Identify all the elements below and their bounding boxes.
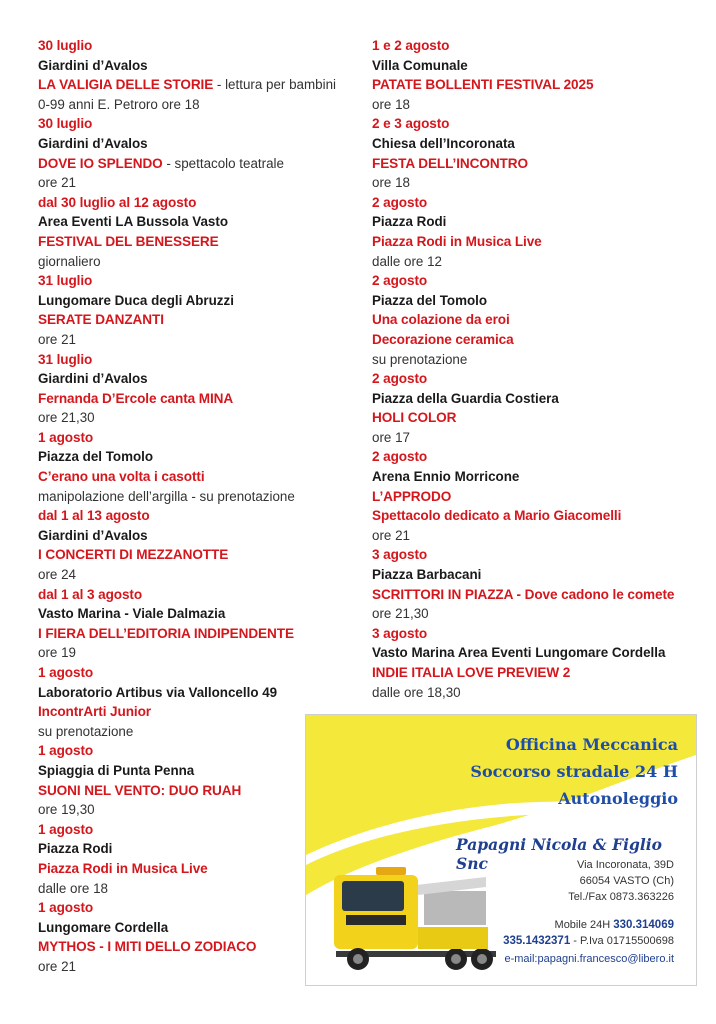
event-place: Piazza Rodi xyxy=(372,214,447,230)
ad-company-name: Papagni Nicola & Figlio Snc xyxy=(456,835,662,873)
ad-mobile-label: Mobile 24H xyxy=(554,919,611,931)
event-title: HOLI COLOR xyxy=(372,410,457,426)
event-description: - spettacolo teatrale xyxy=(162,155,284,171)
event-title-line xyxy=(38,389,358,409)
event-date: 2 e 3 agosto xyxy=(372,116,450,132)
event-title: IncontrArti Junior xyxy=(38,704,151,720)
event-entry xyxy=(372,447,702,545)
event-title: SCRITTORI IN PIAZZA - Dove cadono le comete xyxy=(372,586,675,602)
event-place: Giardini d’Avalos xyxy=(38,527,148,543)
event-title: FESTIVAL DEL BENESSERE xyxy=(38,233,219,249)
event-title: MYTHOS - I MITI DELLO ZODIACO xyxy=(38,939,257,955)
event-title: L’APPRODO xyxy=(372,488,452,504)
event-place: Giardini d’Avalos xyxy=(38,135,148,151)
event-place: Giardini d’Avalos xyxy=(38,57,148,73)
event-date: 1 agosto xyxy=(38,900,94,916)
event-place: Chiesa dell’Incoronata xyxy=(372,135,515,151)
event-date: dal 30 luglio al 12 agosto xyxy=(38,194,197,210)
event-entry xyxy=(372,114,702,192)
event-entry xyxy=(372,36,702,114)
event-place: Spiaggia di Punta Penna xyxy=(38,762,195,778)
event-place: Lungomare Cordella xyxy=(38,919,169,935)
event-place: Area Eventi LA Bussola Vasto xyxy=(38,214,229,230)
event-place: Vasto Marina Area Eventi Lungomare Cordella xyxy=(372,645,666,661)
event-entry xyxy=(38,193,358,271)
event-place: Laboratorio Artibus via Valloncello 49 xyxy=(38,684,278,700)
event-entry xyxy=(38,350,358,428)
event-title: I CONCERTI DI MEZZANOTTE xyxy=(38,547,229,563)
event-title-line xyxy=(38,154,358,174)
event-info: dalle ore 12 xyxy=(372,253,442,269)
advertisement xyxy=(305,714,697,986)
event-place: Piazza Barbacani xyxy=(372,567,482,583)
event-entry xyxy=(372,369,702,447)
event-info: ore 21 xyxy=(38,175,76,191)
event-date: 30 luglio xyxy=(38,116,93,132)
event-title: Spettacolo dedicato a Mario Giacomelli xyxy=(372,508,622,524)
event-date: 1 agosto xyxy=(38,665,94,680)
event-title-line xyxy=(38,467,358,487)
event-place: Lungomare Duca degli Abruzzi xyxy=(38,292,234,308)
event-title: INDIE ITALIA LOVE PREVIEW 2 xyxy=(372,665,571,680)
event-place: Giardini d’Avalos xyxy=(38,371,148,387)
event-title: SUONI NEL VENTO: DUO RUAH xyxy=(38,782,242,798)
event-description: - lettura per bambini xyxy=(213,77,336,93)
ad-headline-1: Officina Meccanica xyxy=(505,735,678,754)
event-title: FESTA DELL’INCONTRO xyxy=(372,155,528,171)
ad-piva: - P.Iva 01715500698 xyxy=(570,935,674,947)
event-date: 31 luglio xyxy=(38,273,93,289)
event-entry xyxy=(38,114,358,192)
event-date: 1 agosto xyxy=(38,429,94,445)
ad-mobile-line xyxy=(555,919,674,931)
event-title: Fernanda D’Ercole canta MINA xyxy=(38,390,234,406)
event-entry xyxy=(38,36,358,114)
event-info: ore 21,30 xyxy=(372,606,429,622)
event-date: 30 luglio xyxy=(38,38,93,53)
event-date: 3 agosto xyxy=(372,547,428,563)
event-date: 31 luglio xyxy=(38,351,93,367)
event-date: 2 agosto xyxy=(372,371,428,387)
ad-email: e-mail:papagni.francesco@libero.it xyxy=(504,953,674,965)
event-date: 2 agosto xyxy=(372,273,428,289)
event-title: Decorazione ceramica xyxy=(372,331,514,347)
event-place: Piazza del Tomolo xyxy=(38,449,154,465)
event-title-line xyxy=(38,232,358,252)
ad-phone2-line xyxy=(503,935,674,947)
event-entry xyxy=(372,193,702,271)
event-entry xyxy=(38,428,358,506)
event-entry xyxy=(38,585,358,663)
event-date: 1 agosto xyxy=(38,821,94,837)
event-info: ore 21 xyxy=(372,527,410,543)
event-info: ore 21,30 xyxy=(38,410,95,426)
event-date: 3 agosto xyxy=(372,625,428,641)
event-title: PATATE BOLLENTI FESTIVAL 2025 xyxy=(372,77,594,93)
event-title: Una colazione da eroi xyxy=(372,312,510,328)
event-info: ore 17 xyxy=(372,429,410,445)
event-info: 0-99 anni E. Petroro ore 18 xyxy=(38,96,200,112)
event-title-line xyxy=(38,75,358,95)
event-info: su prenotazione xyxy=(38,723,134,739)
event-place: Piazza del Tomolo xyxy=(372,292,488,308)
event-title: Piazza Rodi in Musica Live xyxy=(372,233,542,249)
event-place: Piazza Rodi xyxy=(38,841,113,857)
event-title: I FIERA DELL’EDITORIA INDIPENDENTE xyxy=(38,625,294,641)
event-info: manipolazione dell’argilla - su prenotazione xyxy=(38,488,295,504)
event-title: DOVE IO SPLENDO xyxy=(38,155,163,171)
event-info: ore 19,30 xyxy=(38,802,95,818)
event-title-line xyxy=(38,545,358,565)
ad-address-1: Via Incoronata, 39D xyxy=(576,859,674,871)
event-place: Villa Comunale xyxy=(372,57,468,73)
event-info: ore 21 xyxy=(38,958,76,974)
event-date: 2 agosto xyxy=(372,449,428,465)
event-entry xyxy=(372,545,702,623)
event-date: dal 1 al 3 agosto xyxy=(38,586,143,602)
event-place: Vasto Marina - Viale Dalmazia xyxy=(38,606,226,622)
event-date: 1 e 2 agosto xyxy=(372,38,450,53)
event-entry xyxy=(372,624,702,702)
event-info: ore 19 xyxy=(38,645,76,661)
ad-telfax: Tel./Fax 0873.363226 xyxy=(568,891,674,903)
event-date: dal 1 al 13 agosto xyxy=(38,508,150,524)
right-event-column xyxy=(372,36,702,702)
event-info: giornaliero xyxy=(38,253,101,269)
event-info: ore 18 xyxy=(372,96,410,112)
event-entry xyxy=(38,271,358,349)
event-info: dalle ore 18 xyxy=(38,880,108,896)
event-info: su prenotazione xyxy=(372,351,468,367)
event-title-line xyxy=(38,624,358,644)
event-info: ore 24 xyxy=(38,567,76,583)
ad-address-2: 66054 VASTO (Ch) xyxy=(579,875,674,887)
event-info: ore 21 xyxy=(38,331,76,347)
tow-truck-icon xyxy=(334,867,496,970)
ad-headline-3: Autonoleggio xyxy=(558,789,678,808)
ad-phone2: 335.1432371 xyxy=(503,935,571,947)
event-place: Arena Ennio Morricone xyxy=(372,469,520,485)
event-entry xyxy=(38,506,358,584)
event-title: SERATE DANZANTI xyxy=(38,312,164,328)
ad-mobile-number: 330.314069 xyxy=(613,919,674,931)
event-info: dalle ore 18,30 xyxy=(372,684,461,700)
event-info: ore 18 xyxy=(372,175,410,191)
event-title: C’erano una volta i casotti xyxy=(38,469,205,485)
event-title-line xyxy=(38,310,358,330)
event-entry xyxy=(372,271,702,369)
event-date: 1 agosto xyxy=(38,743,94,759)
event-place: Piazza della Guardia Costiera xyxy=(372,390,559,406)
ad-headline-2: Soccorso stradale 24 H xyxy=(470,762,678,781)
event-date: 2 agosto xyxy=(372,194,428,210)
event-title: Piazza Rodi in Musica Live xyxy=(38,860,208,876)
event-title: LA VALIGIA DELLE STORIE xyxy=(38,77,214,93)
